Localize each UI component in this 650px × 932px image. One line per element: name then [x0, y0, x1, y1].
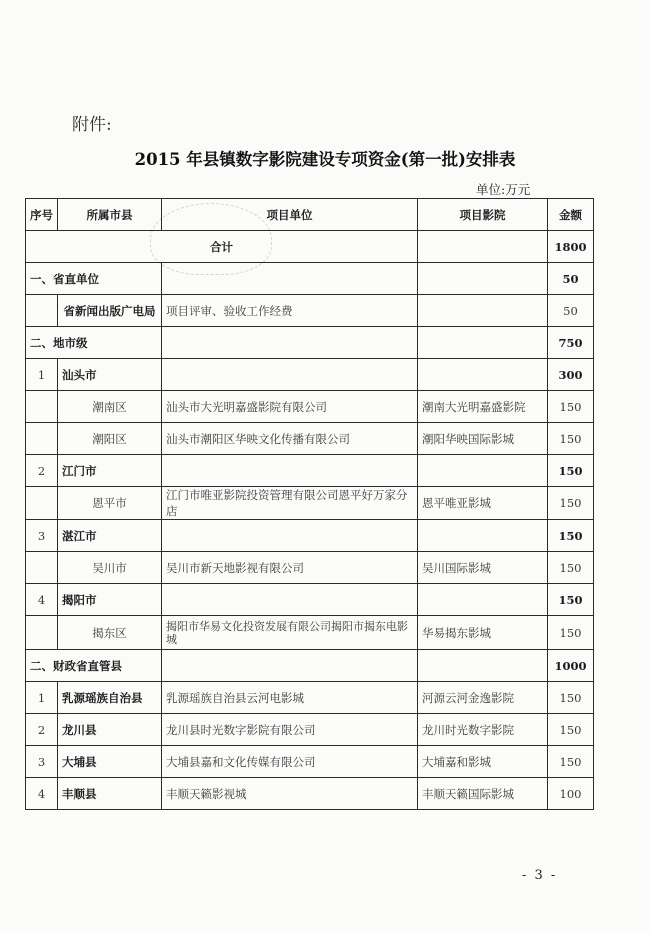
- table-header-row: [26, 199, 594, 231]
- project-row: [26, 616, 594, 650]
- section-row: [26, 327, 594, 359]
- row-number: 2: [26, 455, 58, 487]
- unit-label: 单位:万元: [476, 182, 531, 197]
- project-unit: 龙川县时光数字影院有限公司: [162, 714, 418, 746]
- section-row: [26, 263, 594, 295]
- project-cinema: 恩平唯亚影城: [418, 487, 548, 520]
- header-cinema: 项目影院: [418, 199, 548, 231]
- empty-cell: [162, 584, 418, 616]
- city-amount: 150: [548, 520, 594, 552]
- document-title: 2015 年县镇数字影院建设专项资金(第一批)安排表: [134, 150, 516, 169]
- project-amount: 150: [548, 746, 594, 778]
- county-name: 大埔县: [58, 746, 162, 778]
- project-row: [26, 391, 594, 423]
- project-amount: 150: [548, 616, 594, 650]
- project-amount: 150: [548, 391, 594, 423]
- section-empty-cell: [418, 263, 548, 295]
- project-cinema: [418, 295, 548, 327]
- project-amount: 50: [548, 295, 594, 327]
- city-amount: 150: [548, 455, 594, 487]
- county-name: 丰顺县: [58, 778, 162, 810]
- header-amount: 金额: [548, 199, 594, 231]
- city-row: [26, 584, 594, 616]
- section-amount: 50: [548, 263, 594, 295]
- project-unit: 丰顺天籁影视城: [162, 778, 418, 810]
- row-number-empty: [26, 295, 58, 327]
- project-unit: 江门市唯亚影院投资管理有限公司恩平好万家分店: [162, 487, 418, 520]
- project-cinema: 潮阳华映国际影城: [418, 423, 548, 455]
- project-amount: 150: [548, 423, 594, 455]
- county-project-row: [26, 714, 594, 746]
- project-cinema: 吴川国际影城: [418, 552, 548, 584]
- section-label: 二、地市级: [26, 327, 162, 359]
- allocation-table: [25, 198, 594, 810]
- city-row: [26, 520, 594, 552]
- project-unit: 汕头市大光明嘉盛影院有限公司: [162, 391, 418, 423]
- row-number: 3: [26, 520, 58, 552]
- row-number-empty: [26, 552, 58, 584]
- section-label: 一、省直单位: [26, 263, 162, 295]
- county-project-row: [26, 746, 594, 778]
- total-empty-cell: [418, 231, 548, 263]
- county-name: 恩平市: [58, 487, 162, 520]
- project-cinema: 河源云河金逸影院: [418, 682, 548, 714]
- city-name: 揭阳市: [58, 584, 162, 616]
- row-number: 1: [26, 359, 58, 391]
- row-number: 4: [26, 778, 58, 810]
- section-empty-cell: [162, 327, 418, 359]
- county-name: 吴川市: [58, 552, 162, 584]
- section-row: [26, 650, 594, 682]
- project-cinema: 大埔嘉和影城: [418, 746, 548, 778]
- empty-cell: [162, 520, 418, 552]
- total-row: [26, 231, 594, 263]
- empty-cell: [418, 520, 548, 552]
- section-amount: 750: [548, 327, 594, 359]
- row-number: 1: [26, 682, 58, 714]
- attachment-label: 附件:: [72, 115, 112, 135]
- page-number: - 3 -: [522, 868, 558, 883]
- project-row: [26, 295, 594, 327]
- project-unit: 汕头市潮阳区华映文化传播有限公司: [162, 423, 418, 455]
- header-no: 序号: [26, 199, 58, 231]
- empty-cell: [162, 455, 418, 487]
- section-empty-cell: [418, 327, 548, 359]
- city-name: 湛江市: [58, 520, 162, 552]
- section-label: 二、财政省直管县: [26, 650, 162, 682]
- county-name: 潮阳区: [58, 423, 162, 455]
- project-amount: 150: [548, 714, 594, 746]
- total-amount: 1800: [548, 231, 594, 263]
- city-row: [26, 359, 594, 391]
- project-unit: 乳源瑶族自治县云河电影城: [162, 682, 418, 714]
- project-amount: 100: [548, 778, 594, 810]
- county-project-row: [26, 778, 594, 810]
- project-unit: 项目评审、验收工作经费: [162, 295, 418, 327]
- row-number: 2: [26, 714, 58, 746]
- section-empty-cell: [162, 650, 418, 682]
- county-name: 揭东区: [58, 616, 162, 650]
- county-project-row: [26, 682, 594, 714]
- city-name: 江门市: [58, 455, 162, 487]
- project-cinema: 华易揭东影城: [418, 616, 548, 650]
- project-cinema: 龙川时光数字影院: [418, 714, 548, 746]
- section-empty-cell: [418, 650, 548, 682]
- row-number-empty: [26, 423, 58, 455]
- city-amount: 150: [548, 584, 594, 616]
- total-label: 合计: [26, 231, 418, 263]
- county-name: 乳源瑶族自治县: [58, 682, 162, 714]
- empty-cell: [418, 584, 548, 616]
- table-body: [26, 231, 594, 810]
- project-row: [26, 423, 594, 455]
- project-unit: 大埔县嘉和文化传媒有限公司: [162, 746, 418, 778]
- row-number: 3: [26, 746, 58, 778]
- project-row: [26, 487, 594, 520]
- empty-cell: [162, 359, 418, 391]
- empty-cell: [418, 359, 548, 391]
- project-unit: 揭阳市华易文化投资发展有限公司揭阳市揭东电影城: [162, 616, 418, 650]
- section-amount: 1000: [548, 650, 594, 682]
- project-amount: 150: [548, 487, 594, 520]
- row-number-empty: [26, 391, 58, 423]
- row-number-empty: [26, 616, 58, 650]
- header-county: 所属市县: [58, 199, 162, 231]
- header-unit: 项目单位: [162, 199, 418, 231]
- section-empty-cell: [162, 263, 418, 295]
- county-name: 省新闻出版广电局: [58, 295, 162, 327]
- project-cinema: 丰顺天籁国际影城: [418, 778, 548, 810]
- project-amount: 150: [548, 682, 594, 714]
- row-number: 4: [26, 584, 58, 616]
- project-amount: 150: [548, 552, 594, 584]
- project-row: [26, 552, 594, 584]
- county-name: 龙川县: [58, 714, 162, 746]
- county-name: 潮南区: [58, 391, 162, 423]
- empty-cell: [418, 455, 548, 487]
- city-row: [26, 455, 594, 487]
- city-amount: 300: [548, 359, 594, 391]
- row-number-empty: [26, 487, 58, 520]
- project-cinema: 潮南大光明嘉盛影院: [418, 391, 548, 423]
- city-name: 汕头市: [58, 359, 162, 391]
- project-unit: 吴川市新天地影视有限公司: [162, 552, 418, 584]
